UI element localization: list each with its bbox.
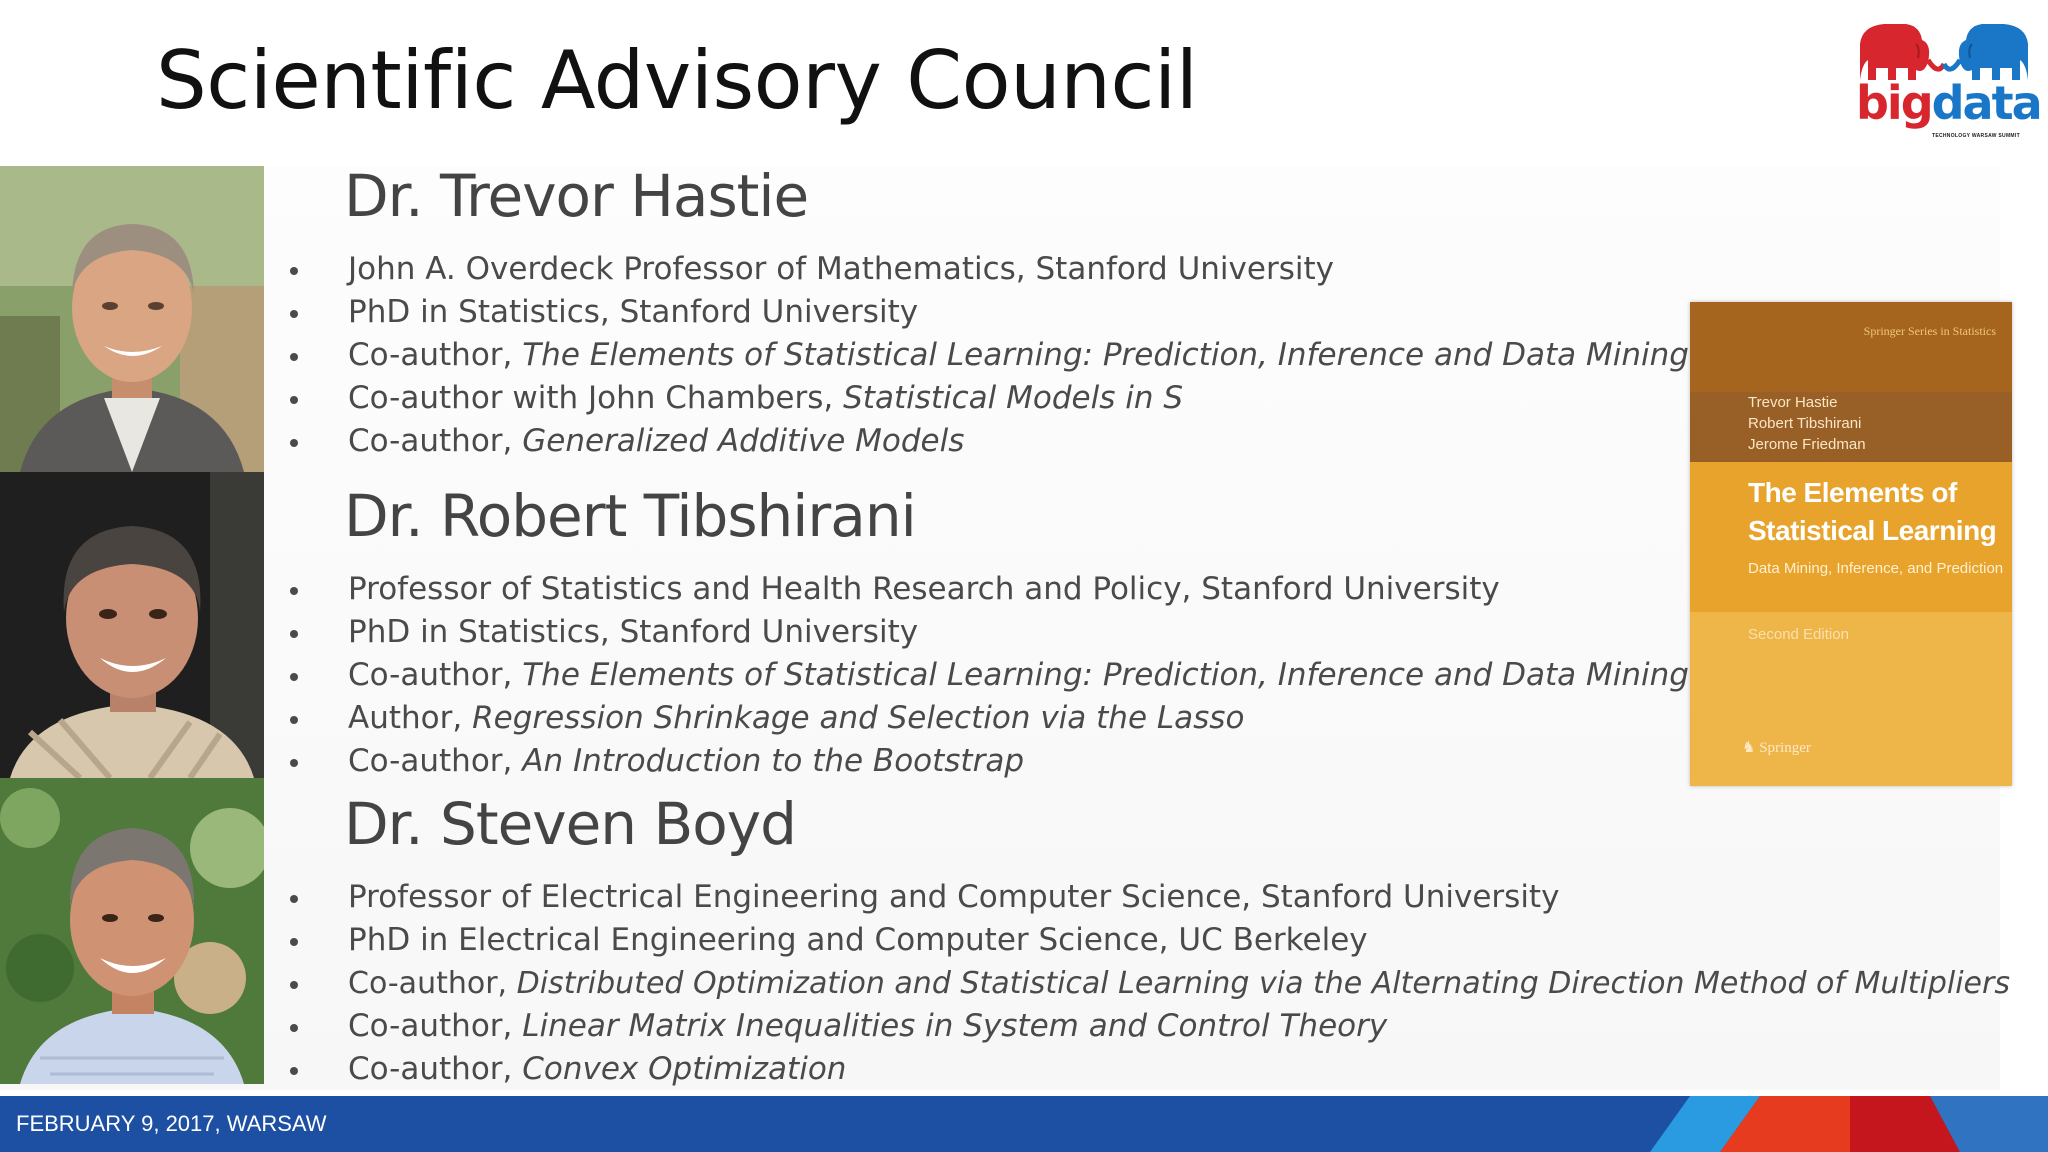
- photo-robert-tibshirani: [0, 472, 264, 778]
- book-authors: Trevor Hastie Robert Tibshirani Jerome Friedman: [1748, 394, 1866, 453]
- footer-date: FEBRUARY 9, 2017, WARSAW: [16, 1111, 327, 1136]
- logo-text-data: data: [1931, 76, 2041, 130]
- person-name: Dr. Robert Tibshirani: [344, 482, 916, 550]
- bullet-list: [284, 248, 1689, 463]
- person-name: Dr. Steven Boyd: [344, 790, 796, 858]
- book-subtitle: Data Mining, Inference, and Prediction: [1748, 560, 2004, 577]
- bullet-item: Co-author with John Chambers, Statistical Models in S: [284, 377, 1689, 420]
- photo-steven-boyd: [0, 778, 264, 1084]
- bullet-item: Co-author, Distributed Optimization and Statistical Learning via the Alternating Direction Method of Multipliers: [284, 962, 2010, 1005]
- photo-trevor-hastie: [0, 166, 264, 472]
- bullet-item: PhD in Electrical Engineering and Computer Science, UC Berkeley: [284, 919, 2010, 962]
- bullet-item: Co-author, Convex Optimization: [284, 1048, 2010, 1091]
- book-edition: Second Edition: [1748, 626, 1849, 643]
- slide-title: Scientific Advisory Council: [156, 34, 1198, 127]
- footer-bar: [0, 1096, 2048, 1152]
- bullet-item: Co-author, Linear Matrix Inequalities in System and Control Theory: [284, 1005, 2010, 1048]
- book-publisher: ♞ Springer: [1742, 740, 1811, 756]
- bullet-item: Professor of Electrical Engineering and Computer Science, Stanford University: [284, 876, 2010, 919]
- bullet-item: Co-author, The Elements of Statistical Learning: Prediction, Inference and Data Mining: [284, 654, 1689, 697]
- bullet-item: Co-author, An Introduction to the Bootstrap: [284, 740, 1689, 783]
- bullet-item: Co-author, Generalized Additive Models: [284, 420, 1689, 463]
- bullet-item: Co-author, The Elements of Statistical Learning: Prediction, Inference and Data Mining: [284, 334, 1689, 377]
- bigdata-logo: [1854, 14, 2041, 140]
- bullet-list: [284, 568, 1689, 783]
- bullet-item: Professor of Statistics and Health Research and Policy, Stanford University: [284, 568, 1689, 611]
- bullet-item: John A. Overdeck Professor of Mathematics, Stanford University: [284, 248, 1689, 291]
- bullet-list: [284, 876, 2010, 1091]
- book-series: Springer Series in Statistics: [1863, 324, 1996, 338]
- logo-tagline: TECHNOLOGY WARSAW SUMMIT: [1932, 133, 2020, 139]
- book-cover: [1690, 302, 2012, 786]
- book-title: The Elements of Statistical Learning: [1748, 477, 1997, 546]
- bullet-item: PhD in Statistics, Stanford University: [284, 611, 1689, 654]
- springer-horse-icon: ♞: [1742, 740, 1756, 756]
- bullet-item: Author, Regression Shrinkage and Selection via the Lasso: [284, 697, 1689, 740]
- bullet-item: PhD in Statistics, Stanford University: [284, 291, 1689, 334]
- logo-text-big: big: [1856, 76, 1932, 130]
- person-name: Dr. Trevor Hastie: [344, 162, 809, 230]
